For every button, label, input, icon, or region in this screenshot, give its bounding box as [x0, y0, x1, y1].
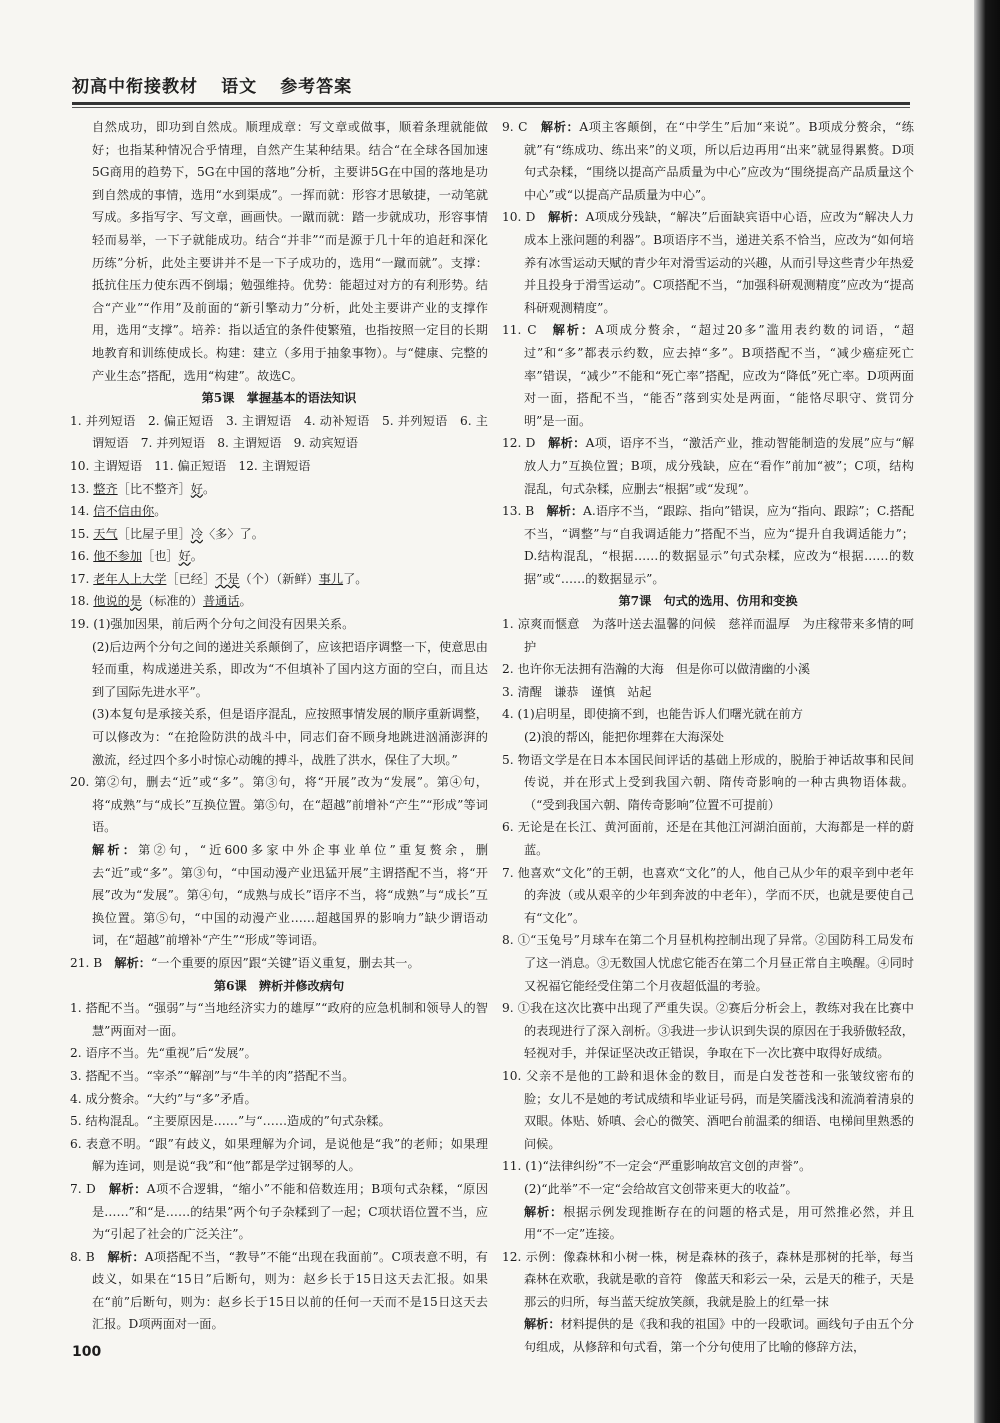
lesson6-answer-8: 8. B 解析：A项搭配不当，“教导”不能“出现在我面前”。C项表意不明，有歧义，如果在“15日”后断句，则为：赵乡长于15日这天去汇报。如果在“前”后断句，则为：赵乡长于15日以前的任何一天而不是15日这天去汇报。D项两面对一面。 [70, 1249, 488, 1332]
lesson6-answer-9: 9. C 解析：A项主客颠倒，在“中学生”后加“来说”。B项成分赘余，“练就”有“练成功、练出来”的义项，所以后边再用“出来”就显得累赘。D项句式杂糅，“围绕以提高产品质量为中心”应改为“围绕提高产品质量这个中心”或“以提高产品质量为中心”。 [502, 120, 914, 202]
lesson6-answer-3: 3. 搭配不当。“宰杀”“解剖”与“牛羊的肉”搭配不当。 [70, 1068, 355, 1083]
answer-20-analysis: 解析：第②句，“近600多家中外企事业单位”重复赘余，删去“近”或“多”。第③句，“中国动漫产业迅猛开展”主谓搭配不当，将“开展”改为“发展”。第④句，“成熟与成长”语序不当，将“成熟”与“成长”互换位置。第⑤句，“中国的动漫产业……超越国界的影响力”缺少谓语动词，在“超越”前增补“产生”“形成”等词语。 [92, 843, 489, 948]
lesson6-answer-6: 6. 表意不明。“跟”有歧义，如果理解为介词，是说他是“我”的老师；如果理解为连词，则是说“我”和“他”都是学过钢琴的人。 [70, 1136, 488, 1174]
lesson7-answer-10: 10. 父亲不是他的工龄和退休金的数目，而是白发苍苍和一张皱纹密布的脸；女儿不是她的考试成绩和毕业证号码，而是笑靥浅浅和流淌着清泉的双眼。体贴、娇嗔、会心的微笑、酒吧台前温柔的细语、电梯间里熟悉的问候。 [502, 1068, 914, 1151]
right-column [502, 116, 914, 1359]
lesson7-answer-4-2: (2)浪的帮凶，能把你埋葬在大海深处 [524, 730, 725, 745]
lesson6-answer-13: 13. B 解析：A.语序不当，“跟踪、指向”错误，应为“指向、跟踪”；C.搭配不当，“调整”与“自我调适能力”搭配不当，应为“提升自我调适能力”；D.结构混乱，“根据……的数据显示”句式杂糅，应改为“根据……的数据”或“……的数据显示”。 [502, 504, 915, 586]
lesson-6-heading: 第6课 辨析并修改病句 [213, 978, 345, 993]
lesson6-answer-10: 10. D 解析：A项成分残缺，“解决”后面缺宾语中心语，应改为“解决人力成本上涨问题的利器”。B项语序不当，递进关系不恰当，应改为“如何培养有冰雪运动天赋的青少年对滑雪运动的兴趣，从而引导这些青少年热爱并且投身于滑雪运动”。C项搭配不当，“加强科研观测精度”应改为“提高科研观测精度”。 [502, 210, 915, 315]
answer-10-12: 10. 主谓短语 11. 偏正短语 12. 主谓短语 [70, 458, 311, 473]
answer-19-1: 19. (1)强加因果，前后两个分句之间没有因果关系。 [70, 617, 355, 632]
lesson7-answer-9: 9. ①我在这次比赛中出现了严重失误。②赛后分析会上，教练对我在比赛中的表现进行了深入剖析。③我进一步认识到失误的原因在于我骄傲轻敌，轻视对手，并保证坚决改正错误，争取在下一次比赛中取得好成绩。 [502, 1001, 914, 1061]
lesson7-answer-4-1: 4. (1)启明星，即使摘不到，也能告诉人们曙光就在前方 [502, 707, 803, 722]
lesson-5-heading: 第5课 掌握基本的语法知识 [201, 391, 357, 406]
page-number: 100 [72, 1344, 102, 1360]
lesson7-answer-7: 7. 他喜欢“文化”的王朝，也喜欢“文化”的人，他自己从少年的艰辛到中老年的奔波（或从艰辛的少年到奔波的中老年），学而不厌，也就是要使自己有“文化”。 [502, 865, 914, 925]
answer-1-9: 1. 并列短语 2. 偏正短语 3. 主谓短语 4. 动补短语 5. 并列短语 6. 主谓短语 7. 并列短语 8. 主谓短语 9. 动宾短语 [70, 413, 488, 451]
lesson7-answer-1: 1. 凉爽而惬意 为落叶送去温馨的问候 慈祥而温厚 为庄稼带来多情的呵护 [502, 617, 914, 654]
answer-13: 13. 整齐［比不整齐］好。 [70, 481, 216, 496]
lesson7-answer-11-analysis: 解析：根据示例发现推断存在的问题的格式是，用可然推必然，并且用“不一定”连接。 [524, 1204, 915, 1242]
left-column [70, 116, 488, 1336]
lesson6-answer-4: 4. 成分赘余。“大约”与“多”矛盾。 [70, 1091, 257, 1106]
lesson-7-heading: 第7课 句式的选用、仿用和变换 [618, 594, 798, 609]
book-title: 初高中衔接教材 [72, 77, 198, 97]
answer-20: 20. 第②句，删去“近”或“多”。第③句，将“开展”改为“发展”。第④句，将“成熟”与“成长”互换位置。第⑤句，在“超越”前增补“产生”“形成”等词语。 [70, 775, 488, 835]
lesson7-answer-12-analysis: 解析：材料提供的是《我和我的祖国》中的一段歌词。画线句子由五个分句组成，从修辞和句式看，第一个分句使用了比喻的修辞方法， [524, 1317, 914, 1355]
answer-continued: 自然成功，即功到自然成。顺理成章：写文章或做事，顺着条理就能做好；也指某种情况合乎情理，自然产生某种结果。结合“在全球各国加速5G商用的趋势下，5G在中国的落地”分析，主要讲5G在中国的落地是功到自然成的事情，选用“水到渠成”。一挥而就：形容才思敏捷，一动笔就写成。多指写字、写文章，画画快。一蹴而就：踏一步就成功，形容事情轻而易举，一下子就能成功。结合“并非”“而是源于几十年的追赶和深化历练”分析，此处主要讲并不是一下子成功的，选用“一蹴而就”。支撑：抵抗住压力使东西不倒塌；勉强维持。优势：能超过对方的有利形势。结合“产业”“作用”及前面的“新引擎动力”分析，此处主要讲产业的支撑作用，选用“支撑”。培养：指以适宜的条件使繁殖，也指按照一定目的长期地教育和训练使成长。构建：建立（多用于抽象事物）。与“健康、完整的产业生态”搭配，选用“构建”。故选C。 [92, 120, 488, 383]
lesson6-answer-12: 12. D 解析：A项，语序不当，“激活产业，推动智能制造的发展”应与“解放人力”互换位置；B项，成分残缺，应在“看作”前加“被”；C项，结构混乱，句式杂糅，应删去“根据”或“发现”。 [502, 436, 915, 496]
lesson7-answer-3: 3. 清醒 谦恭 谨慎 站起 [502, 684, 652, 699]
answer-15: 15. 天气［比屋子里］冷〈多〉了。 [70, 526, 264, 541]
lesson7-answer-11-2: (2)“此举”不一定“会给故宫文创带来更大的收益”。 [524, 1181, 798, 1196]
answer-17: 17. 老年人上大学［已经］不是（个）（新鲜）事儿了。 [70, 571, 368, 586]
lesson6-answer-1: 1. 搭配不当。“强弱”与“当地经济实力的雄厚”“政府的应急机制和领导人的智慧”两面对一面。 [70, 1001, 488, 1038]
subject-title: 语文 [221, 77, 258, 97]
answer-21: 21. B 解析：“一个重要的原因”跟“关键”语义重复，删去其一。 [70, 955, 420, 970]
answer-16: 16. 他不参加［也］好。 [70, 549, 203, 564]
section-title: 参考答案 [280, 77, 353, 97]
lesson7-answer-8: 8. ①“玉兔号”月球车在第二个月昼机构控制出现了异常。②国防科工局发布了这一消息。③无数国人忧虑它能否在第二个月昼正常自主唤醒。④同时又祝福它能经受住第二个月夜超低温的考验。 [502, 933, 914, 993]
lesson7-answer-6: 6. 无论是在长江、黄河面前，还是在其他江河湖泊面前，大海都是一样的蔚蓝。 [502, 820, 914, 857]
scan-edge-shadow [974, 0, 1000, 1423]
page-header [72, 72, 910, 105]
answer-18: 18. 他说的是（标准的）普通话。 [70, 594, 252, 609]
lesson7-answer-5: 5. 物语文学是在日本本国民间评话的基础上形成的，脱胎于神话故事和民间传说，并在形式上受到我国六朝、隋传奇影响的一种古典物语体裁。（“受到我国六朝、隋传奇影响”位置不可提前） [502, 752, 914, 812]
answer-14: 14. 信不信由你。 [70, 504, 167, 519]
lesson6-answer-11: 11. C 解析：A项成分赘余，“超过20多”滥用表约数的词语，“超过”和“多”都表示约数，应去掉“多”。B项搭配不当，“减少癌症死亡率”错误，“减少”不能和“死亡率”搭配，应改为“降低”死亡率。D项两面对一面，搭配不当，“能否”落到实处是两面，“能恪尽职守、赏罚分明”是一面。 [502, 323, 914, 428]
lesson7-answer-2: 2. 也许你无法拥有浩瀚的大海 但是你可以做清幽的小溪 [502, 662, 811, 677]
lesson6-answer-5: 5. 结构混乱。“主要原因是……”与“……造成的”句式杂糅。 [70, 1114, 391, 1129]
answer-19-3: (3)本复句是承接关系，但是语序混乱，应按照事情发展的顺序重新调整，可以修改为：“在抢险防洪的战斗中，同志们奋不顾身地跳进汹涌澎湃的激流，经过四个多小时惊心动魄的搏斗，战胜了洪水，保住了大坝。” [92, 707, 488, 767]
lesson6-answer-2: 2. 语序不当。先“重视”后“发展”。 [70, 1046, 257, 1061]
answer-19-2: (2)后边两个分句之间的递进关系颠倒了，应该把语序调整一下，使意思由轻而重，构成递进关系，即改为“不但填补了国内这方面的空白，而且达到了国际先进水平”。 [92, 639, 488, 699]
lesson7-answer-11-1: 11. (1)“法律纠纷”不一定会“严重影响故宫文创的声誉”。 [502, 1159, 812, 1174]
lesson6-answer-7: 7. D 解析：A项不合逻辑，“缩小”不能和倍数连用；B项句式杂糅，“原因是……”和“是……的结果”两个句子杂糅到了一起；C项状语位置不当，应为“引起了社会的广泛关注”。 [70, 1181, 489, 1242]
lesson7-answer-12: 12. 示例：像森林和小树一株，树是森林的孩子，森林是那树的托举，每当森林在欢歌，我就是歌的音符 像蓝天和彩云一朵，云是天的稚子，天是那云的归所，每当蓝天绽放笑颜，我就是脸上的红晕一抹 [502, 1249, 914, 1309]
